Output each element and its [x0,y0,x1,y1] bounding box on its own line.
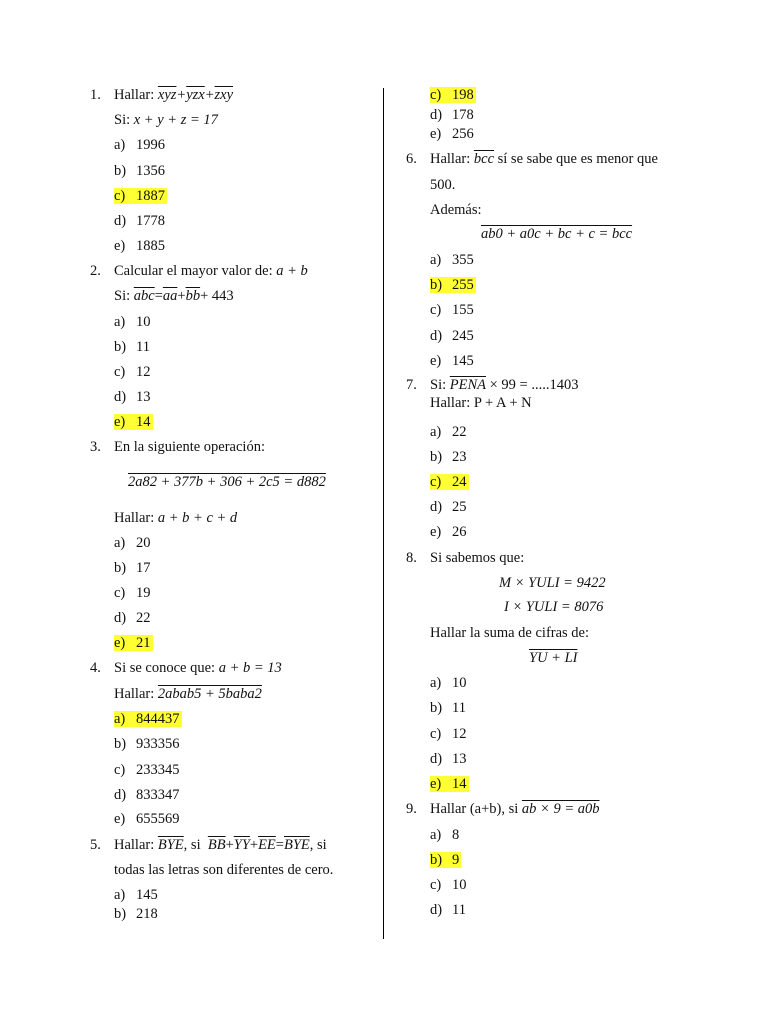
q9-option-a: a) 8 [430,827,460,843]
q7-option-c-answer: c) 24 [430,474,467,490]
q2-math: a + b [276,263,308,279]
q5-option-e: e) 256 [430,126,474,142]
q5-option-c-answer: c) 198 [430,87,474,103]
q6-option-b-answer: b) 255 [430,277,474,293]
q1-option-d: d) 1778 [114,213,165,229]
q6-option-c: c) 155 [430,302,474,318]
q7-option-b: b) 23 [430,449,467,465]
q2-prompt-text: Calcular el mayor valor de: [114,263,273,279]
q4-option-c: c) 233345 [114,762,180,778]
q1-math: $\overline{xyz}$ [157,87,177,103]
q8-option-c: c) 12 [430,726,467,742]
q5-line2: todas las letras son diferentes de cero. [114,862,334,878]
q6-option-a: a) 355 [430,252,474,268]
q1-option-b: b) 1356 [114,163,165,179]
q3-equation [128,473,326,491]
q9-option-b-answer: b) 9 [430,852,460,868]
q5-line1: Hallar: $\overline{BYE}$, si $\overline{BB}+\overline{YY}+\overline{EE}=\overline{BYE}$, si [114,837,327,853]
q3-prompt: En la siguiente operación: [114,439,265,455]
q1-cond-math: x + y + z = 17 [133,112,218,128]
q9-option-d: d) 11 [430,902,466,918]
q8-number: 8. [406,550,417,566]
q4-ask: Hallar: 2abab5 + 5baba2 [114,686,262,702]
q8-prompt: Si sabemos que: [430,550,525,566]
q4-prompt: Si se conoce que: a + b = 13 [114,660,282,676]
q3-number: 3. [90,439,101,455]
q7-option-a: a) 22 [430,424,467,440]
q8-option-a: a) 10 [430,675,467,691]
q6-equation: ab0 + a0c + bc + c = bcc [481,226,633,242]
q5-option-d: d) 178 [430,107,474,123]
q7-option-d: d) 25 [430,499,467,515]
q4-option-b: b) 933356 [114,736,180,752]
q1-condition [114,111,218,129]
q3-ask: Hallar: a + b + c + d [114,510,238,526]
q6-line2: 500. [430,177,456,193]
q6-number: 6. [406,151,417,167]
q8-ask-math: YU + LI [529,650,578,666]
q1-option-c-answer: c) 1887 [114,188,165,204]
q9-prompt: Hallar (a+b), si ab × 9 = a0b [430,801,600,817]
q2-option-d: d) 13 [114,389,151,405]
q7-number: 7. [406,377,417,393]
column-divider [383,88,384,939]
q8-equation-1: M × YULI = 9422 [499,575,606,591]
q5-option-b: b) 218 [114,906,158,922]
q2-option-a: a) 10 [114,314,151,330]
q1-number: 1. [90,87,101,103]
q7-prompt: Si: PENA × 99 = .....1403 [430,377,579,393]
q8-ask: Hallar la suma de cifras de: [430,625,590,641]
q9-option-c: c) 10 [430,877,467,893]
q2-option-e-answer: e) 14 [114,414,151,430]
q8-option-e-answer: e) 14 [430,776,467,792]
q4-option-e: e) 655569 [114,811,180,827]
q3-option-c: c) 19 [114,585,151,601]
q3-eq-math: 2a82 + 377b + 306 + 2c5 = d882 [128,474,326,490]
q4-number: 4. [90,660,101,676]
q2-condition: Si: $\overline{abc}=\overline{aa}+\overline{bb}+ 443$ [114,288,234,304]
q3-option-a: a) 20 [114,535,151,551]
q7-option-e: e) 26 [430,524,467,540]
q2-number: 2. [90,263,101,279]
q1-option-e: e) 1885 [114,238,165,254]
q2-option-b: b) 11 [114,339,150,355]
q3-option-e-answer: e) 21 [114,635,151,651]
q8-option-d: d) 13 [430,751,467,767]
q3-option-b: b) 17 [114,560,151,576]
q1-prompt: Hallar: $\overline{xyz}+\overline{yzx}+\overline{zxy}$ [114,87,234,103]
q5-option-a: a) 145 [114,887,158,903]
q6-option-e: e) 145 [430,353,474,369]
q4-option-d: d) 833347 [114,787,180,803]
q6-line3: Además: [430,202,482,218]
q5-number: 5. [90,837,101,853]
q2-option-c: c) 12 [114,364,151,380]
q6-prompt: Hallar: $\overline{bcc}$ sí se sabe que es menor que [430,151,658,167]
q7-ask: Hallar: P + A + N [430,395,532,411]
q8-option-b: b) 11 [430,700,466,716]
q6-option-d: d) 245 [430,328,474,344]
q3-option-d: d) 22 [114,610,151,626]
q4-option-a-answer: a) 844437 [114,711,180,727]
q1-prompt-text: Hallar: [114,87,155,103]
q1-cond-label: Si: [114,112,131,128]
q1-option-a: a) 1996 [114,137,165,153]
q8-equation-2: I × YULI = 8076 [504,599,604,615]
q2-prompt [114,262,308,280]
q9-number: 9. [406,801,417,817]
